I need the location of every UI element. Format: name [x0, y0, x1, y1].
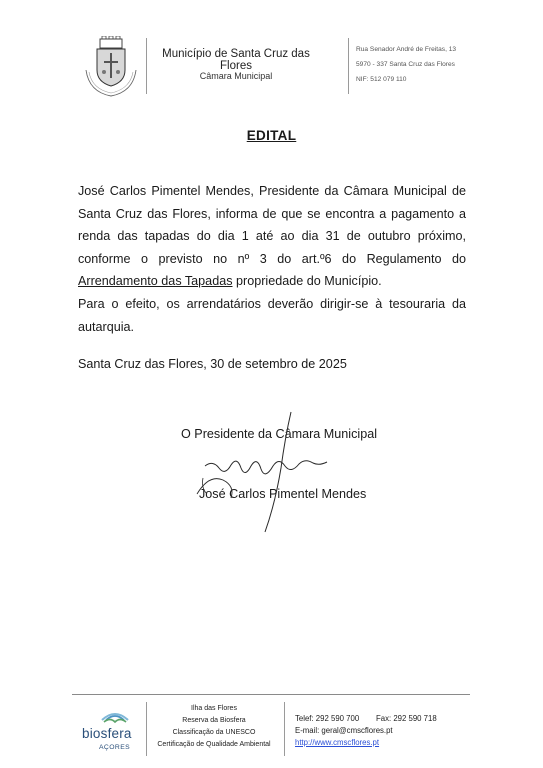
phone-number: Telef: 292 590 700 — [295, 714, 360, 723]
notice-body — [78, 180, 466, 338]
regulation-reference: Arrendamento das Tapadas — [78, 274, 233, 289]
paragraph-1-tail: propriedade do Município. — [232, 274, 382, 289]
address-line-street: Rua Senador André de Freitas, 13 — [356, 46, 457, 53]
signatory-title: O Presidente da Câmara Municipal — [181, 427, 377, 441]
unesco-line-island: Ilha das Flores — [191, 705, 237, 712]
municipal-crest-icon — [80, 36, 142, 102]
notice-paragraph-1 — [78, 180, 466, 293]
biosfera-region: AÇORES — [99, 744, 131, 751]
header-divider-right — [348, 38, 349, 94]
email-address[interactable]: E-mail: geral@cmscflores.pt — [295, 726, 393, 735]
signatory-name: José Carlos Pimentel Mendes — [199, 487, 367, 501]
footer-divider-right — [284, 702, 285, 756]
header-divider-left — [146, 38, 147, 94]
paragraph-1-text: José Carlos Pimentel Mendes, Presidente da Câmara Municipal de Santa Cruz das Flores, informa de que se encontra a pagamento a renda das tapadas do dia 1 até ao dia 31 de outubro próximo, conforme o previsto no nº 3 do art.º6 do Regulamento do — [78, 184, 466, 266]
date-line: Santa Cruz das Flores, 30 de setembro de 2025 — [78, 357, 347, 371]
address-line-nif: NIF: 512 079 110 — [356, 76, 407, 83]
unesco-line-classification: Classificação da UNESCO — [172, 729, 256, 736]
notice-paragraph-2: Para o efeito, os arrendatários deverão dirigir-se à tesouraria da autarquia. — [78, 296, 466, 334]
council-name: Câmara Municipal — [199, 71, 273, 81]
address-line-postcode: 5970 - 337 Santa Cruz das Flores — [356, 61, 455, 68]
footer-divider — [72, 694, 470, 695]
unesco-line-reserve: Reserva da Biosfera — [182, 717, 246, 724]
website-link[interactable]: http://www.cmscflores.pt — [295, 738, 380, 747]
handwritten-signature — [195, 408, 345, 536]
fax-number: Fax: 292 590 718 — [376, 714, 437, 723]
municipality-name: Município de Santa Cruz das Flores — [162, 48, 310, 72]
unesco-line-certification: Certificação de Qualidade Ambiental — [157, 741, 271, 748]
biosfera-wordmark: biosfera — [82, 726, 132, 741]
document-title: EDITAL — [246, 128, 297, 143]
letterhead — [0, 0, 543, 110]
